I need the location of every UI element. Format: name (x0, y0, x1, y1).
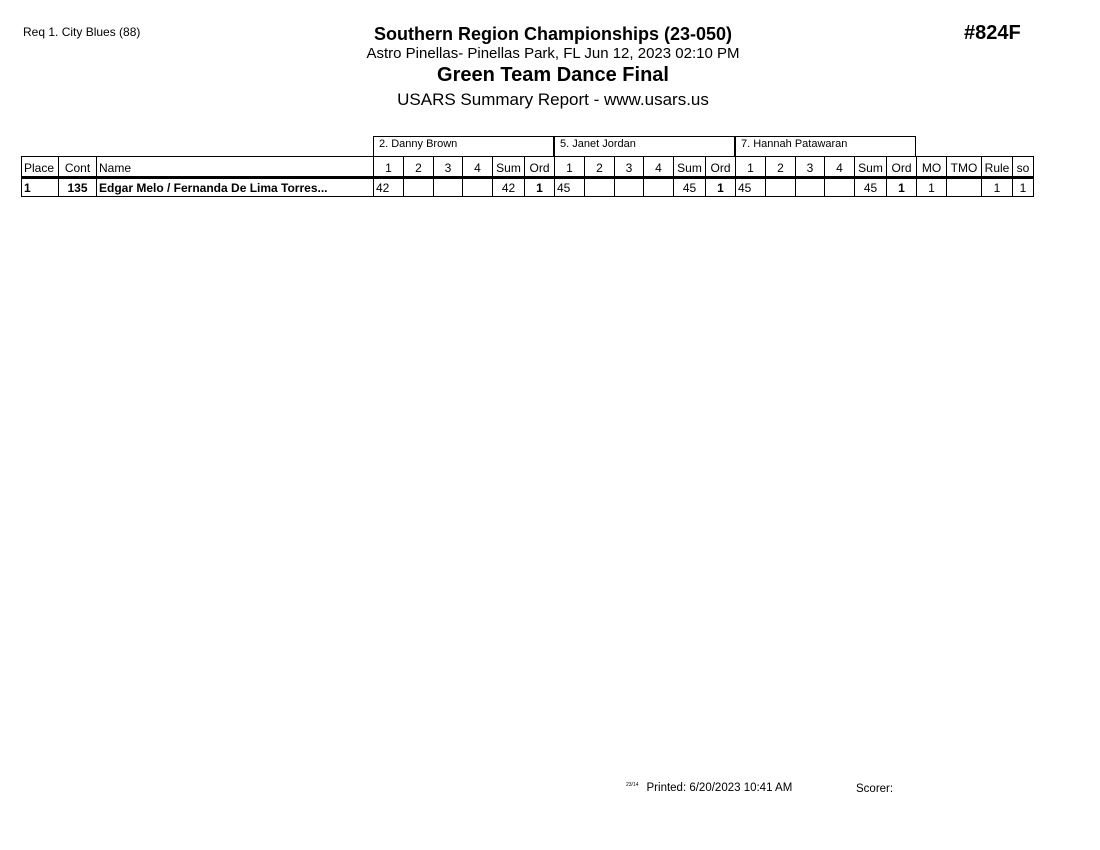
judge-header-2: 5. Janet Jordan (554, 136, 735, 156)
col-j2-ord: Ord (706, 157, 736, 178)
j3-sum-cell: 45 (855, 178, 887, 197)
col-j3-s4: 4 (825, 157, 855, 178)
page-title: Southern Region Championships (23-050) (373, 24, 733, 44)
col-j2-s1: 1 (555, 157, 585, 178)
request-label: Req 1. City Blues (88) (23, 25, 141, 39)
col-name: Name (97, 157, 374, 178)
name-cell: Edgar Melo / Fernanda De Lima Torres... (97, 178, 374, 197)
col-j3-ord: Ord (887, 157, 917, 178)
event-name: Green Team Dance Final (437, 64, 669, 86)
j2-s1-cell: 45 (555, 178, 585, 197)
j3-s3-cell (796, 178, 825, 197)
footer-code: 23/14 (626, 782, 639, 788)
col-place: Place (22, 157, 59, 178)
so-cell: 1 (1013, 178, 1034, 197)
col-j1-s3: 3 (434, 157, 463, 178)
j3-ord-cell: 1 (887, 178, 917, 197)
j1-s2-cell (404, 178, 434, 197)
col-tmo: TMO (947, 157, 982, 178)
col-rule: Rule (982, 157, 1013, 178)
printed-date: Printed: 6/20/2023 10:41 AM (646, 782, 793, 794)
col-j3-s3: 3 (796, 157, 825, 178)
j2-s2-cell (585, 178, 615, 197)
col-so: so (1013, 157, 1034, 178)
col-j3-s2: 2 (766, 157, 796, 178)
scorer-label: Scorer: (856, 783, 894, 795)
col-j2-s3: 3 (615, 157, 644, 178)
j1-s3-cell (434, 178, 463, 197)
place-cell: 1 (22, 178, 59, 197)
col-j3-s1: 1 (736, 157, 766, 178)
col-j1-s4: 4 (463, 157, 493, 178)
rule-cell: 1 (982, 178, 1013, 197)
j3-s1-cell: 45 (736, 178, 766, 197)
venue-date: Astro Pinellas- Pinellas Park, FL Jun 12, 2023 02:10 PM (366, 45, 740, 62)
judge-header-3: 7. Hannah Patawaran (735, 136, 916, 156)
col-mo: MO (917, 157, 947, 178)
report-title: USARS Summary Report - www.usars.us (397, 90, 709, 109)
table-header-row (22, 157, 1034, 178)
judge-header-1: 2. Danny Brown (373, 136, 554, 156)
printed-footer (626, 782, 792, 794)
col-j2-s4: 4 (644, 157, 674, 178)
j1-sum-cell: 42 (493, 178, 525, 197)
table-row (22, 178, 1034, 197)
j3-s2-cell (766, 178, 796, 197)
j1-s1-cell: 42 (374, 178, 404, 197)
cont-cell: 135 (59, 178, 97, 197)
results-table (21, 156, 1034, 197)
j2-s4-cell (644, 178, 674, 197)
col-j2-s2: 2 (585, 157, 615, 178)
col-j2-sum: Sum (674, 157, 706, 178)
col-j1-ord: Ord (525, 157, 555, 178)
tmo-cell (947, 178, 982, 197)
j1-s4-cell (463, 178, 493, 197)
event-number: #824F (964, 22, 1021, 44)
mo-cell: 1 (917, 178, 947, 197)
col-j1-sum: Sum (493, 157, 525, 178)
j2-s3-cell (615, 178, 644, 197)
j2-ord-cell: 1 (706, 178, 736, 197)
col-j1-s1: 1 (374, 157, 404, 178)
col-j1-s2: 2 (404, 157, 434, 178)
j3-s4-cell (825, 178, 855, 197)
j1-ord-cell: 1 (525, 178, 555, 197)
col-cont: Cont (59, 157, 97, 178)
col-j3-sum: Sum (855, 157, 887, 178)
j2-sum-cell: 45 (674, 178, 706, 197)
